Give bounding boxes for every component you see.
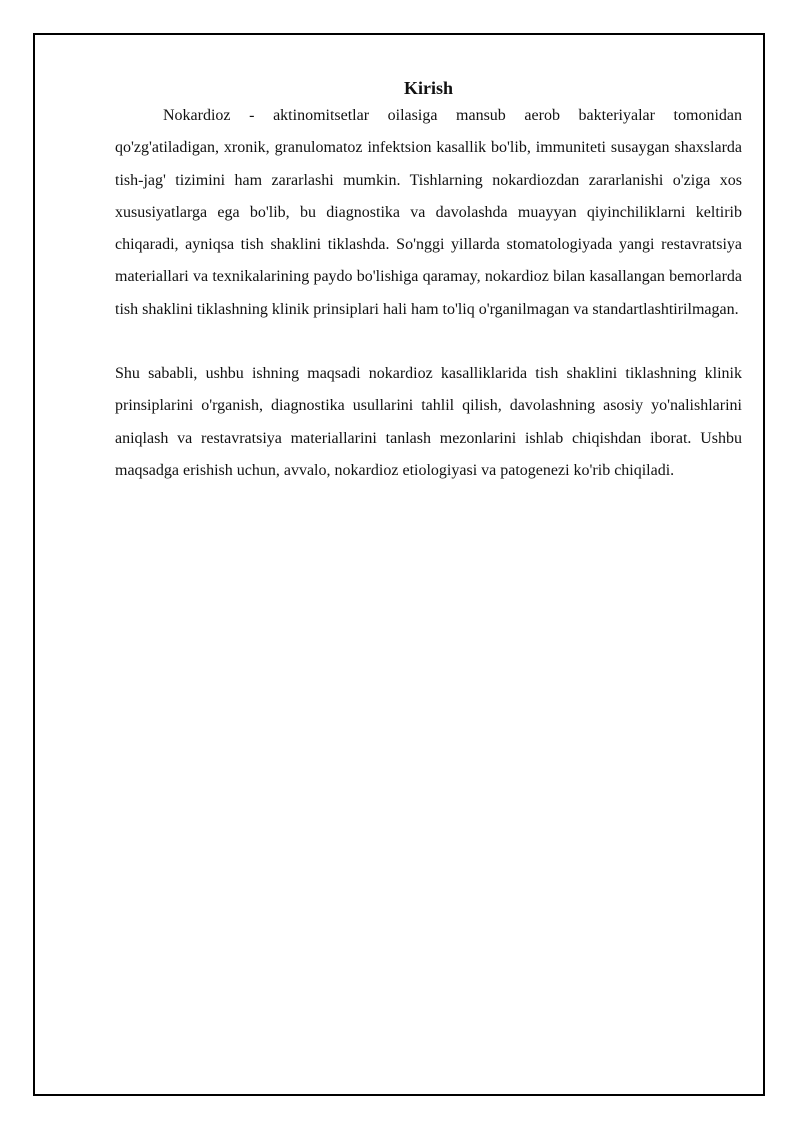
paragraph-purpose: Shu sababli, ushbu ishning maqsadi nokardioz kasalliklarida tish shaklini tiklashning klinik prinsiplarini o'rganish, diagnostika usullarini tahlil qilish, davolashning asosiy yo'nalishlarini aniqlash va restavratsiya materiallarini tanlash mezonlarini ishlab chiqishdan iborat. Ushbu maqsadga erishish uchun, avvalo, nokardioz etiologiyasi va patogenezi ko'rib chiqiladi. xyxy=(115,365,742,479)
paragraph-spacer xyxy=(115,326,742,358)
document-body xyxy=(115,77,742,487)
paragraph-intro: Nokardioz - aktinomitsetlar oilasiga mansub aerob bakteriyalar tomonidan qo'zg'atiladigan, xronik, granulomatoz infektsion kasallik bo'lib, immuniteti susaygan shaxslarda tish-jag' tizimini ham zararlashi mumkin. Tishlarning nokardiozdan zararlanishi o'ziga xos xususiyatlarga ega bo'lib, bu diagnostika va davolashda muayyan qiyinchiliklarni keltirib chiqaradi, ayniqsa tish shaklini tiklashda. So'nggi yillarda stomatologiyada yangi restavratsiya materiallari va texnikalarining paydo bo'lishiga qaramay, nokardioz bilan kasallangan bemorlarda tish shaklini tiklashning klinik prinsiplari hali ham to'liq o'rganilmagan va standartlashtirilmagan. xyxy=(115,107,742,318)
section-title: Kirish xyxy=(403,78,453,98)
